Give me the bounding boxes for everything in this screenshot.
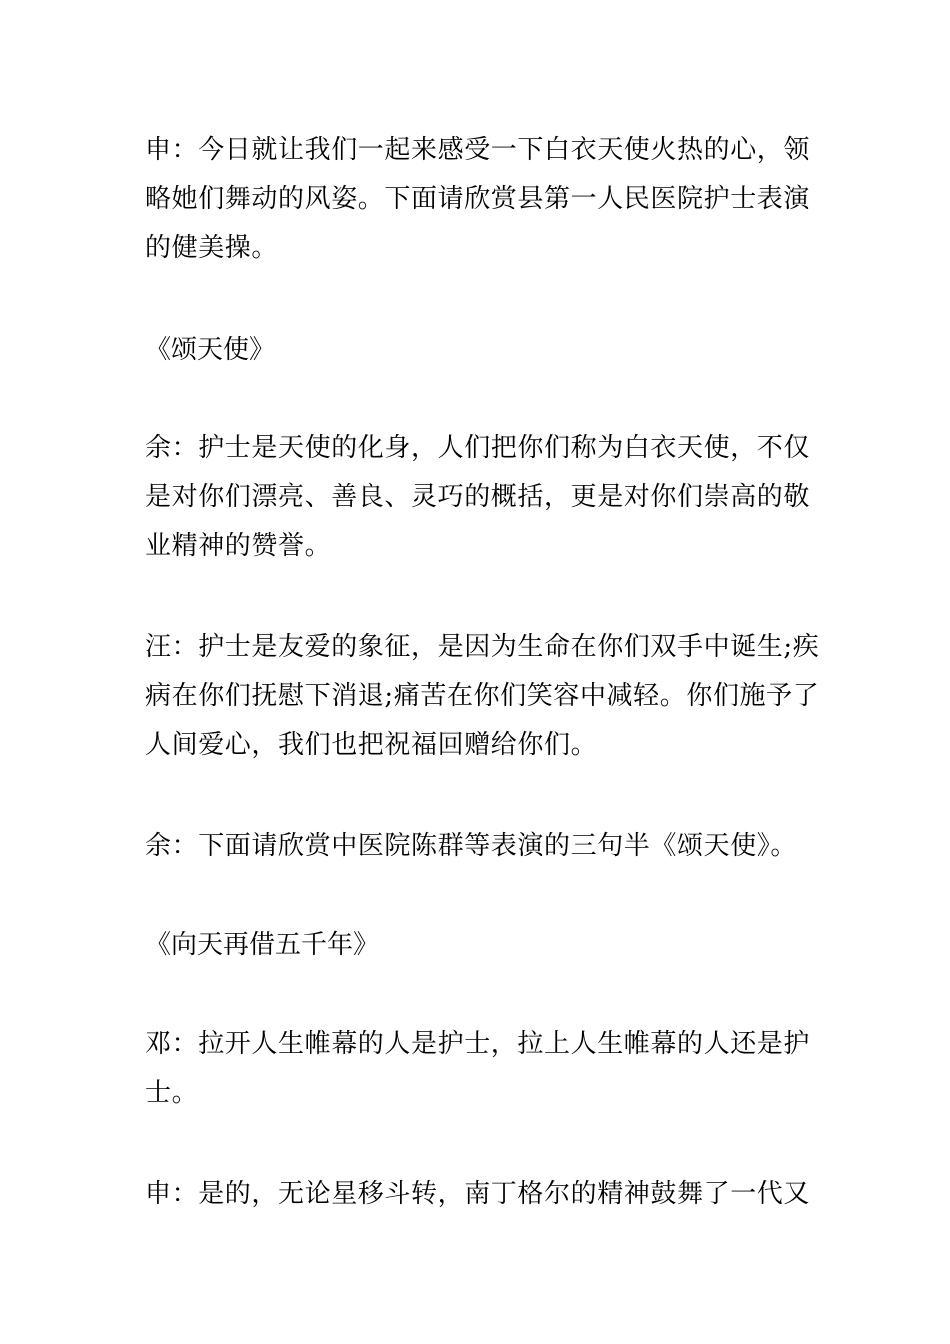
paragraph-line: 余：护士是天使的化身，人们把你们称为白衣天使，不仅 [145, 433, 811, 463]
paragraph-shen-intro [145, 126, 815, 273]
program-title-five-thousand-years: 《向天再借五千年》 [145, 930, 380, 960]
paragraph-deng-curtain [145, 1020, 815, 1118]
paragraph-shen-nightingale [145, 1170, 815, 1219]
paragraph-line: 申：今日就让我们一起来感受一下白衣天使火热的心，领 [145, 135, 811, 165]
paragraph-line: 病在你们抚慰下消退;痛苦在你们笑容中减轻。你们施予了 [145, 681, 820, 711]
paragraph-line: 邓：拉开人生帷幕的人是护士，拉上人生帷幕的人还是护 [145, 1029, 811, 1059]
paragraph-line: 申：是的，无论星移斗转，南丁格尔的精神鼓舞了一代又 [145, 1179, 811, 1209]
paragraph-line: 略她们舞动的风姿。下面请欣赏县第一人民医院护士表演 [145, 184, 811, 214]
paragraph-yu-angel [145, 424, 815, 571]
paragraph-line: 汪：护士是友爱的象征，是因为生命在你们双手中诞生;疾 [145, 632, 820, 662]
paragraph-yu-announce [145, 822, 815, 871]
paragraph-line: 士。 [145, 1078, 199, 1108]
paragraph-wang-friendship [145, 623, 820, 770]
paragraph-line: 人间爱心，我们也把祝福回赠给你们。 [145, 730, 598, 760]
program-title-song-tianshi: 《颂天使》 [145, 335, 276, 365]
paragraph-line: 业精神的赞誉。 [145, 531, 332, 561]
paragraph-line: 余：下面请欣赏中医院陈群等表演的三句半《颂天使》。 [145, 831, 798, 861]
paragraph-line: 是对你们漂亮、善良、灵巧的概括，更是对你们崇高的敬 [145, 482, 811, 512]
paragraph-line: 的健美操。 [145, 233, 279, 263]
